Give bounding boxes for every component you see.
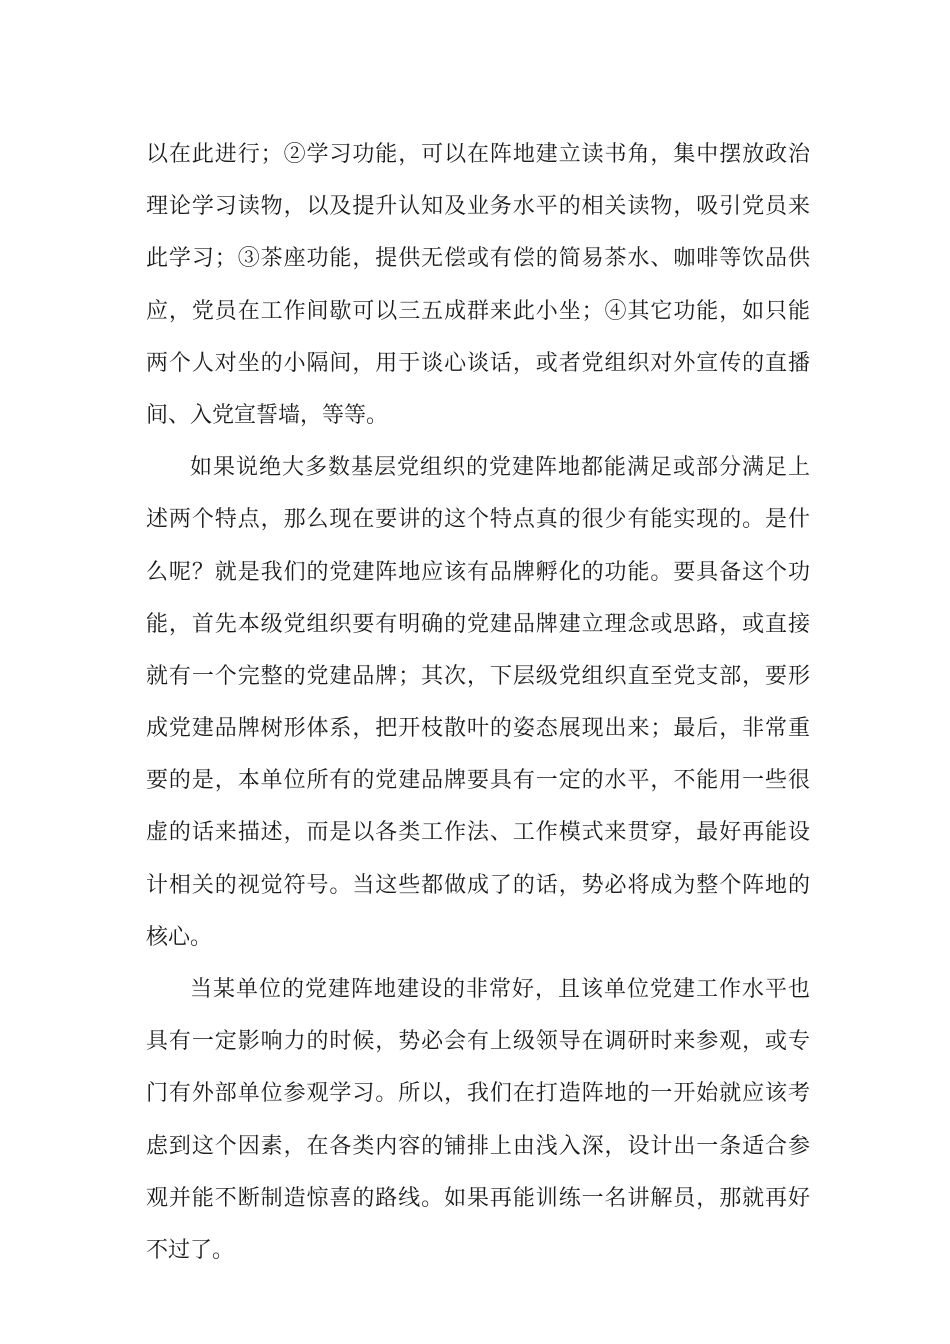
text-line: 如果说绝大多数基层党组织的党建阵地都能满足或部分满足上 [190, 455, 810, 481]
text-line: 核心。 [146, 924, 213, 950]
text-line: 能，首先本级党组织要有明确的党建品牌建立理念或思路，或直接 [146, 611, 810, 637]
text-line: 观并能不断制造惊喜的路线。如果再能训练一名讲解员，那就再好 [146, 1185, 810, 1211]
text-line: 么呢？就是我们的党建阵地应该有品牌孵化的功能。要具备这个功 [146, 559, 810, 585]
text-line: 具有一定影响力的时候，势必会有上级领导在调研时来参观，或专 [146, 1029, 810, 1055]
paragraph-1 [146, 129, 810, 442]
text-line: 成党建品牌树形体系，把开枝散叶的姿态展现出来；最后，非常重 [146, 716, 810, 742]
text-line: 以在此进行；②学习功能，可以在阵地建立读书角，集中摆放政治 [146, 142, 810, 167]
text-line: 两个人对坐的小隔间，用于谈心谈话，或者党组织对外宣传的直播 [146, 350, 810, 376]
paragraph-2 [146, 442, 810, 964]
text-line: 不过了。 [146, 1237, 235, 1263]
text-line: 门有外部单位参观学习。所以，我们在打造阵地的一开始就应该考 [146, 1081, 810, 1107]
paragraph-3 [146, 964, 810, 1277]
text-line: 应，党员在工作间歇可以三五成群来此小坐；④其它功能，如只能 [146, 298, 810, 324]
text-line: 理论学习读物，以及提升认知及业务水平的相关读物，吸引党员来 [146, 194, 810, 220]
text-line: 间、入党宣誓墙，等等。 [146, 402, 389, 428]
text-line: 虑到这个因素，在各类内容的铺排上由浅入深，设计出一条适合参 [146, 1133, 810, 1159]
text-line: 要的是，本单位所有的党建品牌要具有一定的水平，不能用一些很 [146, 768, 810, 794]
text-line: 当某单位的党建阵地建设的非常好，且该单位党建工作水平也 [190, 977, 810, 1002]
text-line: 虚的话来描述，而是以各类工作法、工作模式来贯穿，最好再能设 [146, 820, 810, 846]
text-line: 计相关的视觉符号。当这些都做成了的话，势必将成为整个阵地的 [146, 872, 810, 898]
text-line: 述两个特点，那么现在要讲的这个特点真的很少有能实现的。是什 [146, 507, 810, 533]
text-line: 就有一个完整的党建品牌；其次，下层级党组织直至党支部，要形 [146, 663, 810, 689]
body-text [146, 129, 810, 1277]
text-line: 此学习；③茶座功能，提供无偿或有偿的简易茶水、咖啡等饮品供 [146, 246, 810, 272]
